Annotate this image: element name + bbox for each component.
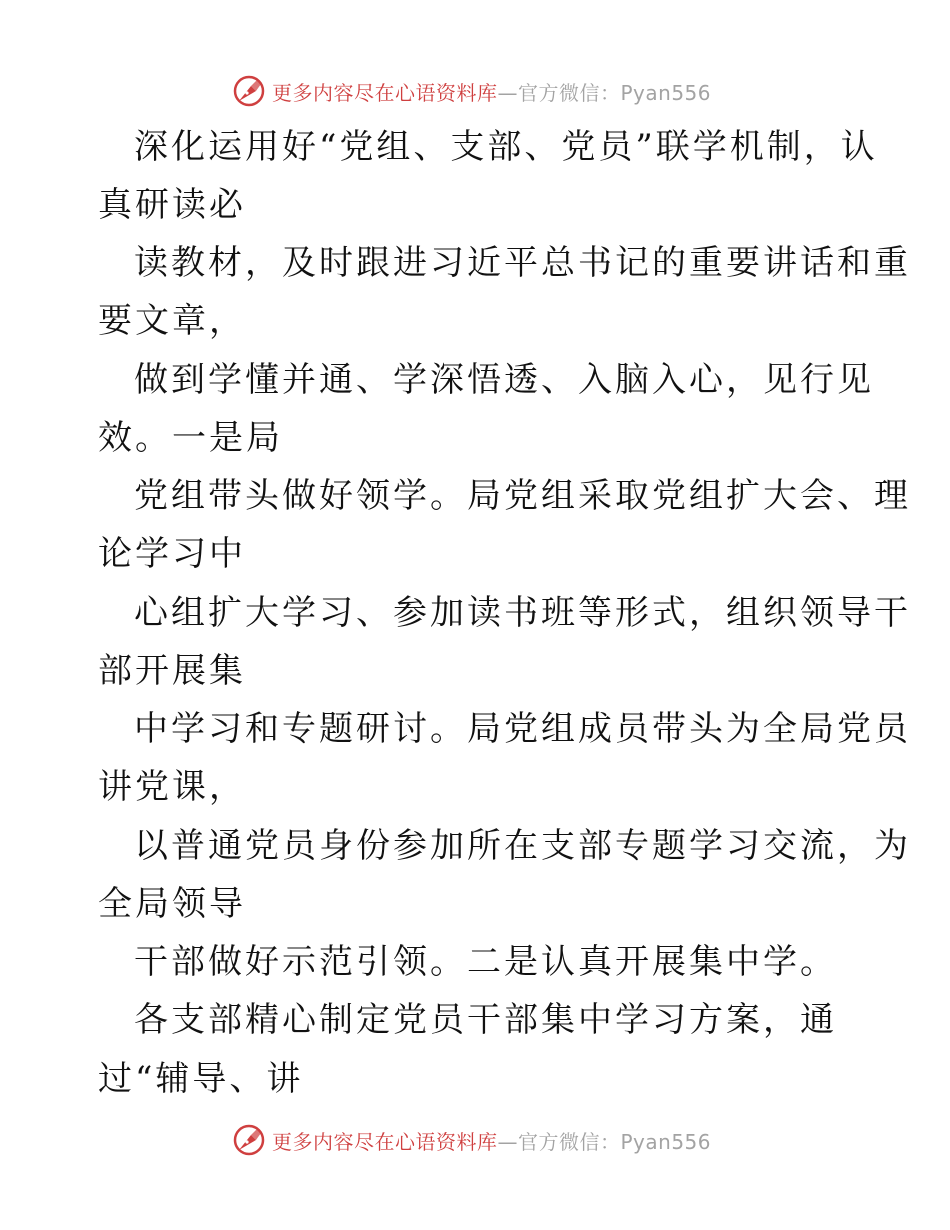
watermark-brand: 更多内容尽在心语资料库 (272, 80, 498, 105)
text-line: 心组扩大学习、参加读书班等形式，组织领导干 (134, 593, 911, 633)
text-line: 过“辅导、讲 (98, 1059, 304, 1099)
text-line: 党组带头做好领学。局党组采取党组扩大会、理 (134, 476, 911, 516)
watermark-wechat: 官方微信：Pyan556 (518, 80, 712, 105)
watermark-brand: 更多内容尽在心语资料库 (272, 1129, 498, 1154)
text-line: 干部做好示范引领。二是认真开展集中学。 (134, 942, 837, 982)
watermark-wechat: 官方微信：Pyan556 (518, 1129, 712, 1154)
text-line: 各支部精心制定党员干部集中学习方案，通 (134, 1000, 837, 1040)
text-line: 要文章， (98, 301, 246, 341)
pen-nib-icon (232, 1123, 266, 1157)
text-line: 深化运用好“党组、支部、党员”联学机制，认 (134, 127, 878, 167)
text-line: 效。一是局 (98, 418, 283, 458)
text-line: 全局领导 (98, 884, 246, 924)
text-line: 做到学懂并通、学深悟透、入脑入心，见行见 (134, 360, 874, 400)
watermark-separator: — (497, 1129, 518, 1154)
text-line: 以普通党员身份参加所在支部专题学习交流，为 (134, 826, 911, 866)
footer-watermark (232, 1120, 752, 1160)
text-line: 中学习和专题研讨。局党组成员带头为全局党员 (134, 709, 911, 749)
watermark-text (272, 1126, 711, 1155)
text-line: 论学习中 (98, 534, 246, 574)
watermark-separator: — (497, 80, 518, 105)
text-line: 部开展集 (98, 651, 246, 691)
text-line: 读教材，及时跟进习近平总书记的重要讲话和重 (134, 243, 911, 283)
text-line: 讲党课， (98, 767, 246, 807)
text-line: 真研读必 (98, 185, 246, 225)
